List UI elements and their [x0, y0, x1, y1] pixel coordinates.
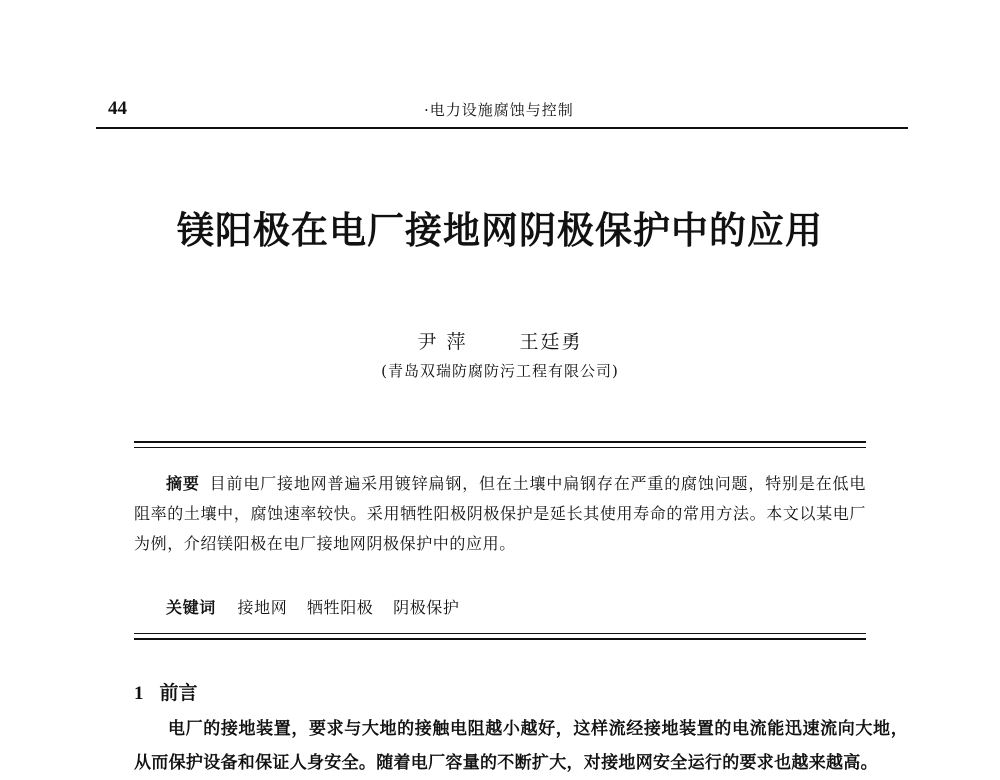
abstract-bottom-rule	[134, 638, 866, 640]
keywords-label: 关键词	[166, 598, 216, 617]
keyword: 牺牲阳极	[307, 598, 374, 617]
author-name: 王廷勇	[519, 331, 583, 353]
author-name: 尹 萍	[417, 331, 468, 353]
journal-title: ·电力设施腐蚀与控制	[424, 101, 574, 119]
abstract-text: 目前电厂接地网普遍采用镀锌扁钢，但在土壤中扁钢存在严重的腐蚀问题，特别是在低电阻率的土壤中，腐蚀速率较快。采用牺牲阳极阴极保护是延长其使用寿命的常用方法。本文以某电厂为例，介绍镁阳极在电厂接地网阴极保护中的应用。	[134, 474, 866, 553]
section-title: 前言	[159, 682, 198, 704]
abstract-block	[134, 469, 866, 559]
running-header	[108, 98, 908, 124]
page-number: 44	[108, 98, 127, 119]
body-paragraph: 电厂的接地装置，要求与大地的接触电阻越小越好，这样流经接地装置的电流能迅速流向大地，从而保护设备和保证人身安全。随着电厂容量的不断扩大，对接地网安全运行的要求也越来越高。	[134, 719, 908, 773]
keyword: 接地网	[237, 598, 288, 617]
section-heading	[134, 678, 198, 705]
abstract-label: 摘要	[166, 474, 200, 493]
keywords-line	[166, 595, 474, 618]
article-title: 镁阳极在电厂接地网阴极保护中的应用	[177, 208, 823, 252]
abstract-bottom-rule-thin	[134, 633, 866, 634]
abstract-top-rule-thin	[134, 447, 866, 448]
abstract-top-rule	[134, 441, 866, 443]
author-affiliation: (青岛双瑞防腐防污工程有限公司)	[381, 362, 619, 380]
section-number: 1	[134, 683, 144, 704]
keyword: 阴极保护	[393, 598, 460, 617]
author-list	[0, 327, 1000, 354]
header-rule	[96, 127, 908, 129]
